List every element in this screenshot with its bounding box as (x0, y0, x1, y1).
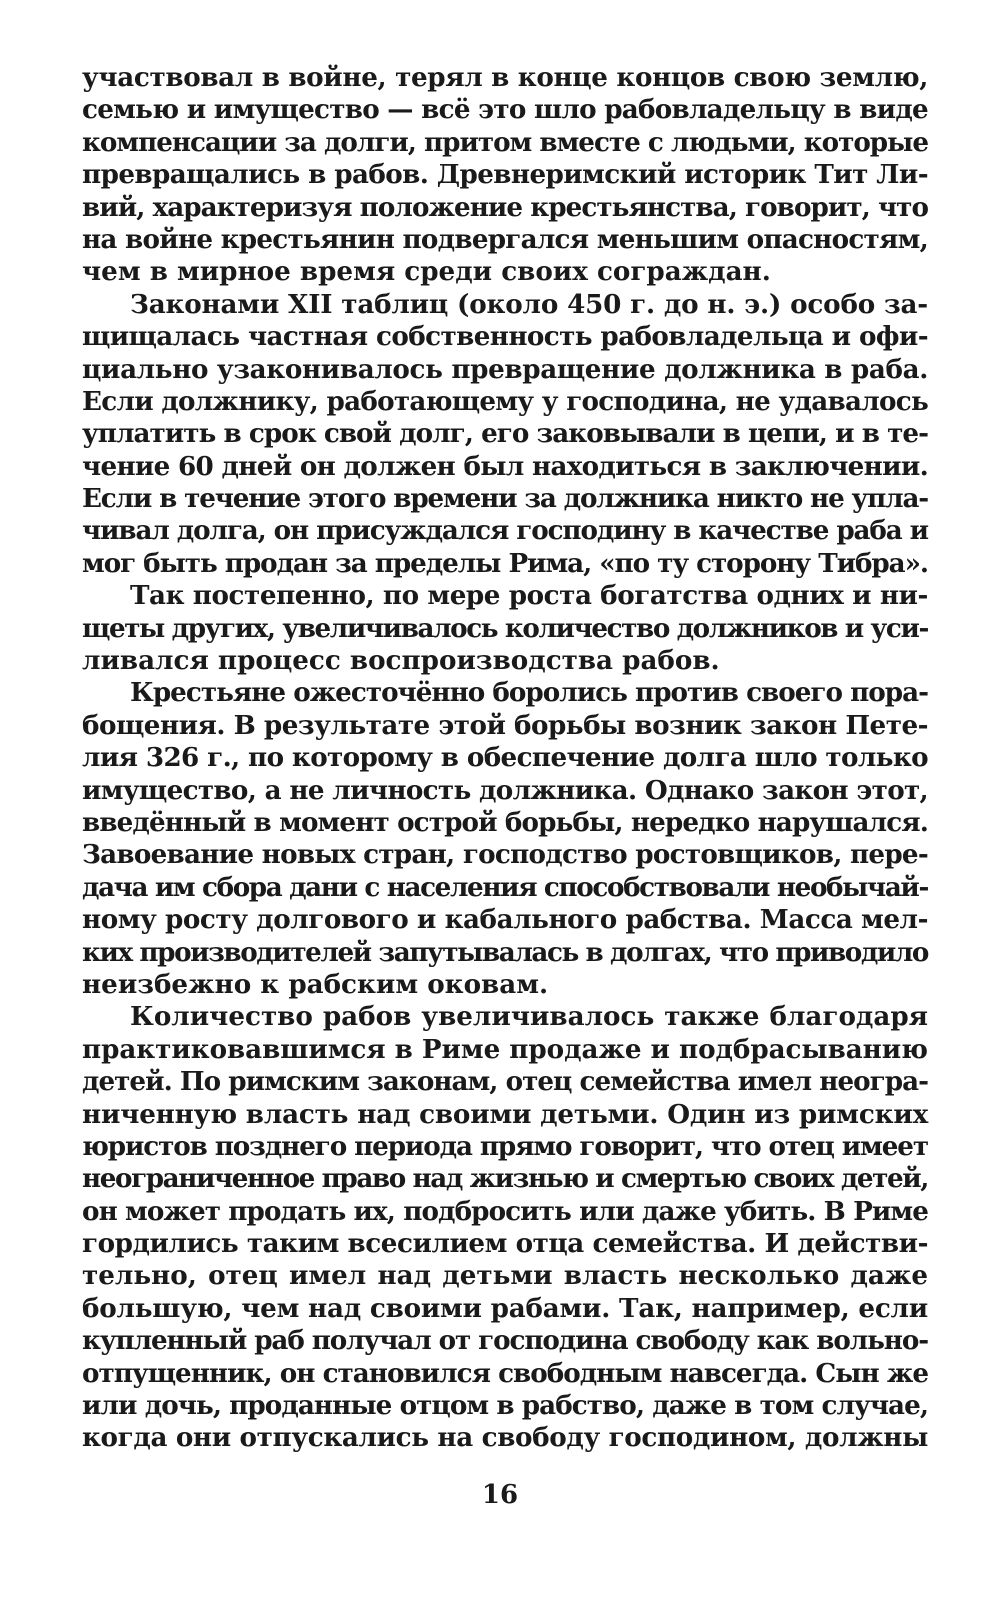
text-line: детей. По римским законам, отец семейства имел неогра- (82, 1066, 928, 1098)
page-body (82, 62, 928, 1455)
text-line: введённый в момент острой борьбы, нередко нарушался. (82, 806, 928, 838)
text-line: чем в мирное время среди своих сограждан. (82, 256, 771, 288)
text-line: уплатить в срок свой долг, его заковывали в цепи, и в те- (82, 418, 928, 450)
text-line: ких производителей запутывалась в долгах, что приводило (82, 936, 928, 968)
text-line: Так постепенно, по мере роста богатства одних и ни- (130, 580, 928, 612)
text-line: Законами XII таблиц (около 450 г. до н. э.) особо за- (130, 288, 928, 320)
text-line: бощения. В результате этой борьбы возник закон Пете- (82, 709, 928, 741)
text-line: или дочь, проданные отцом в рабство, даже в том случае, (82, 1390, 928, 1422)
text-line: когда они отпускались на свободу господином, должны (82, 1422, 928, 1454)
text-line: Если должнику, работающему у господина, не удавалось (82, 385, 928, 417)
text-line: Количество рабов увеличивалось также благодаря (130, 1001, 928, 1033)
text-line: гордились таким всесилием отца семейства. И действи- (82, 1228, 928, 1260)
text-line: чивал долга, он присуждался господину в качестве раба и (82, 515, 928, 547)
text-line: щищалась частная собственность рабовладельца и офи- (82, 321, 928, 353)
text-line: чение 60 дней он должен был находиться в заключении. (82, 450, 928, 482)
text-line: щеты других, увеличивалось количество должников и уси- (82, 612, 928, 644)
text-line: неизбежно к рабским оковам. (82, 968, 549, 1000)
text-line: ному росту долгового и кабального рабства. Масса мел- (82, 904, 928, 936)
text-line: циально узаконивалось превращение должника в раба. (82, 353, 928, 385)
text-line: неограниченное право над жизнью и смертью своих детей, (82, 1163, 928, 1195)
text-line: он может продать их, подбросить или даже убить. В Риме (82, 1195, 928, 1227)
page-number: 16 (481, 1480, 519, 1510)
paragraph-5 (82, 1001, 928, 1454)
text-line: мог быть продан за пределы Рима, «по ту сторону Тибра». (82, 547, 928, 579)
text-line: тельно, отец имел над детьми власть несколько даже (82, 1260, 928, 1292)
paragraph-3 (82, 580, 928, 677)
text-line: практиковавшимся в Риме продаже и подбрасыванию (82, 1033, 928, 1065)
text-line: имущество, а не личность должника. Однако закон этот, (82, 774, 928, 806)
text-line: компенсации за долги, притом вместе с людьми, которые (82, 126, 928, 158)
text-line: большую, чем над своими рабами. Так, например, если (82, 1292, 928, 1324)
text-line: ниченную власть над своими детьми. Один из римских (82, 1098, 928, 1130)
text-line: превращались в рабов. Древнеримский историк Тит Ли- (82, 159, 928, 191)
text-line: купленный раб получал от господина свободу как вольно- (82, 1325, 928, 1357)
text-line: семью и имущество — всё это шло рабовладельцу в виде (82, 94, 928, 126)
text-line: ливался процесс воспроизводства рабов. (82, 645, 720, 677)
paragraph-1 (82, 62, 928, 289)
paragraph-2 (82, 289, 928, 581)
text-line: Завоевание новых стран, господство ростовщиков, пере- (82, 839, 928, 871)
text-line: юристов позднего периода прямо говорит, что отец имеет (82, 1130, 928, 1162)
text-line: Крестьяне ожесточённо боролись против своего пора- (130, 677, 928, 709)
text-line: вий, характеризуя положение крестьянства, говорит, что (82, 191, 928, 223)
text-line: отпущенник, он становился свободным навсегда. Сын же (82, 1357, 928, 1389)
text-line: лия 326 г., по которому в обеспечение долга шло только (82, 742, 928, 774)
text-line: на войне крестьянин подвергался меньшим опасностям, (82, 223, 929, 255)
text-line: участвовал в войне, терял в конце концов свою землю, (82, 62, 928, 93)
text-line: Если в течение этого времени за должника никто не упла- (82, 483, 928, 515)
text-line: дача им сбора дани с населения способствовали необычай- (82, 871, 928, 903)
paragraph-4 (82, 677, 928, 1001)
